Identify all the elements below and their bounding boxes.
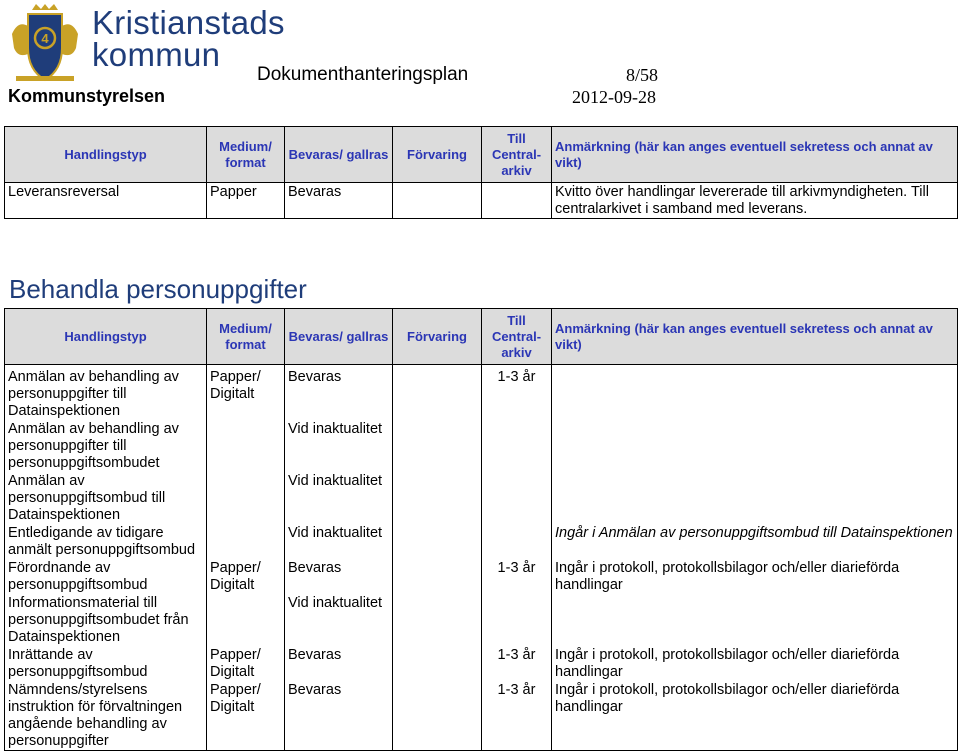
cell-forvaring [393, 365, 482, 421]
table-personuppgifter [4, 308, 958, 751]
cell-handlingstyp: Entledigande av tidigare anmält personuppgiftsombud [5, 524, 207, 559]
cell-till: 1-3 år [482, 681, 552, 751]
table-row [5, 472, 958, 524]
cell-handlingstyp: Informationsmaterial till personuppgiftsombudet från Datainspektionen [5, 594, 207, 646]
brand-name-line2: kommun [92, 36, 221, 73]
col-till-centralarkiv: Till Central-arkiv [482, 127, 552, 183]
table-row [5, 646, 958, 681]
col-anmarkning: Anmärkning (här kan anges eventuell sekretess och annat av vikt) [552, 309, 958, 365]
cell-medium: Papper [207, 183, 285, 219]
cell-anmarkning: Kvitto över handlingar levererade till arkivmyndigheten. Till centralarkivet i samband med leverans. [552, 183, 958, 219]
cell-anmarkning [552, 365, 958, 421]
col-anmarkning: Anmärkning (här kan anges eventuell sekretess och annat av vikt) [552, 127, 958, 183]
cell-handlingstyp: Nämndens/styrelsens instruktion för förvaltningen angående behandling av personuppgifter [5, 681, 207, 751]
table-row [5, 681, 958, 751]
cell-medium [207, 420, 285, 472]
cell-medium [207, 472, 285, 524]
cell-medium: Papper/ Digitalt [207, 365, 285, 421]
cell-handlingstyp: Förordnande av personuppgiftsombud [5, 559, 207, 594]
table-row [5, 559, 958, 594]
cell-handlingstyp: Leveransreversal [5, 183, 207, 219]
table-header-row [5, 127, 958, 183]
col-forvaring: Förvaring [393, 309, 482, 365]
document-date: 2012-09-28 [572, 87, 656, 107]
table-row [5, 594, 958, 646]
cell-bevaras: Vid inaktualitet [285, 524, 393, 559]
col-bevaras: Bevaras/ gallras [285, 127, 393, 183]
cell-till: 1-3 år [482, 365, 552, 421]
cell-anmarkning: Ingår i protokoll, protokollsbilagor och/eller diarieförda handlingar [552, 559, 958, 594]
cell-bevaras: Bevaras [285, 365, 393, 421]
svg-text:4: 4 [41, 31, 49, 46]
cell-forvaring [393, 472, 482, 524]
col-handlingstyp: Handlingstyp [5, 309, 207, 365]
cell-bevaras: Vid inaktualitet [285, 472, 393, 524]
cell-anmarkning: Ingår i Anmälan av personuppgiftsombud till Datainspektionen [552, 524, 958, 559]
page-number: 8/58 [626, 65, 659, 85]
cell-till: 1-3 år [482, 646, 552, 681]
cell-bevaras: Bevaras [285, 681, 393, 751]
cell-till [482, 183, 552, 219]
cell-till [482, 524, 552, 559]
cell-forvaring [393, 594, 482, 646]
cell-medium [207, 524, 285, 559]
cell-bevaras: Bevaras [285, 559, 393, 594]
table-row [5, 183, 958, 219]
col-medium: Medium/ format [207, 127, 285, 183]
cell-bevaras: Vid inaktualitet [285, 420, 393, 472]
col-bevaras: Bevaras/ gallras [285, 309, 393, 365]
cell-till [482, 594, 552, 646]
cell-forvaring [393, 420, 482, 472]
cell-anmarkning [552, 420, 958, 472]
brand-name-line1: Kristianstads [92, 4, 285, 41]
cell-anmarkning [552, 472, 958, 524]
cell-anmarkning: Ingår i protokoll, protokollsbilagor och/eller diarieförda handlingar [552, 681, 958, 751]
organization-name: Kommunstyrelsen [8, 86, 166, 106]
cell-medium: Papper/ Digitalt [207, 559, 285, 594]
cell-forvaring [393, 681, 482, 751]
document-title: Dokumenthanteringsplan [257, 64, 469, 85]
table-row [5, 524, 958, 559]
cell-till [482, 420, 552, 472]
table-leverans [4, 126, 958, 219]
cell-bevaras: Bevaras [285, 646, 393, 681]
kristianstad-coat-of-arms-logo [8, 4, 82, 84]
cell-medium: Papper/ Digitalt [207, 681, 285, 751]
table-row [5, 365, 958, 421]
section-title: Behandla personuppgifter [9, 274, 307, 304]
cell-handlingstyp: Inrättande av personuppgiftsombud [5, 646, 207, 681]
col-handlingstyp: Handlingstyp [5, 127, 207, 183]
table-header-row [5, 309, 958, 365]
cell-forvaring [393, 646, 482, 681]
cell-forvaring [393, 559, 482, 594]
cell-handlingstyp: Anmälan av behandling av personuppgifter till personuppgiftsombudet [5, 420, 207, 472]
cell-anmarkning [552, 594, 958, 646]
table-row [5, 420, 958, 472]
cell-medium [207, 594, 285, 646]
cell-anmarkning: Ingår i protokoll, protokollsbilagor och/eller diarieförda handlingar [552, 646, 958, 681]
cell-forvaring [393, 524, 482, 559]
col-medium: Medium/ format [207, 309, 285, 365]
cell-till: 1-3 år [482, 559, 552, 594]
col-forvaring: Förvaring [393, 127, 482, 183]
cell-handlingstyp: Anmälan av personuppgiftsombud till Datainspektionen [5, 472, 207, 524]
cell-forvaring [393, 183, 482, 219]
cell-bevaras: Bevaras [285, 183, 393, 219]
col-till-centralarkiv: Till Central-arkiv [482, 309, 552, 365]
cell-handlingstyp: Anmälan av behandling av personuppgifter till Datainspektionen [5, 365, 207, 421]
cell-medium: Papper/ Digitalt [207, 646, 285, 681]
cell-bevaras: Vid inaktualitet [285, 594, 393, 646]
cell-till [482, 472, 552, 524]
